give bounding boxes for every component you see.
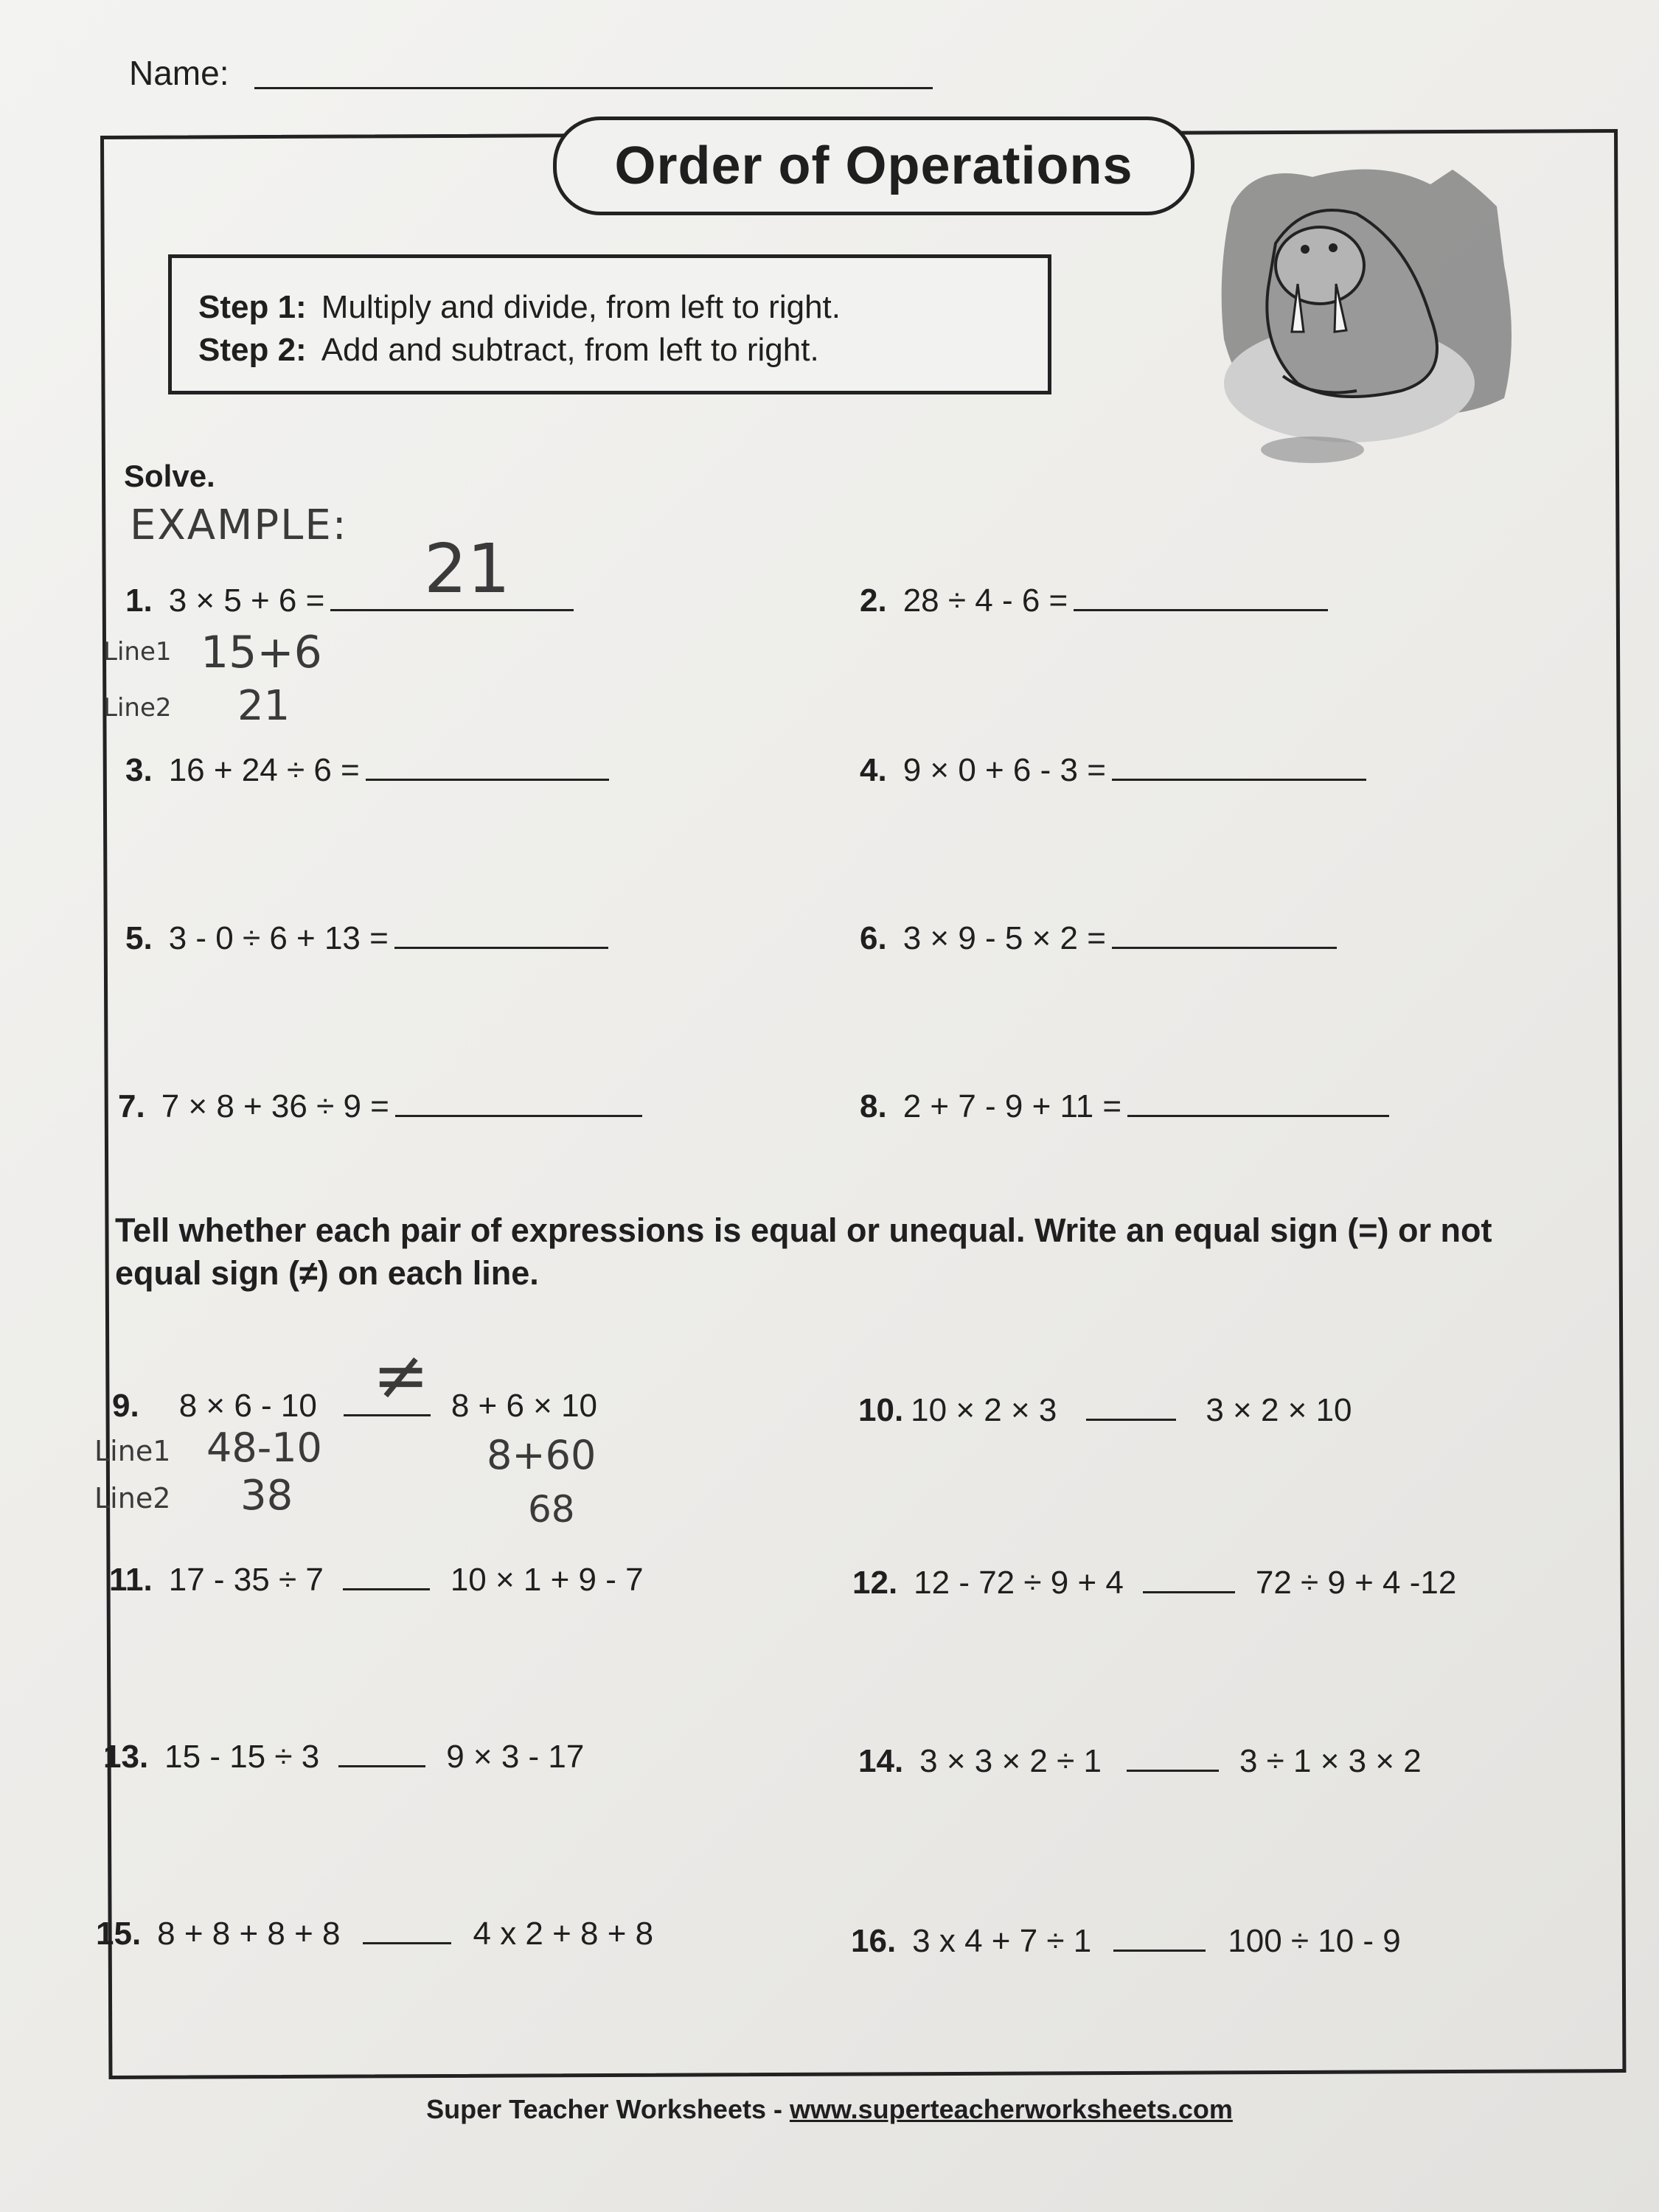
problem-4 — [860, 752, 1366, 789]
problem-number: 4. — [860, 752, 887, 788]
comparison-15 — [96, 1916, 653, 1952]
right-expression: 9 × 3 - 17 — [446, 1739, 585, 1775]
left-expression: 17 - 35 ÷ 7 — [168, 1562, 324, 1598]
comparison-13 — [103, 1739, 584, 1775]
answer-blank[interactable] — [1112, 779, 1366, 781]
handwritten-answer-9: ≠ — [372, 1336, 430, 1415]
problem-expression: 9 × 0 + 6 - 3 = — [902, 752, 1106, 788]
problem-number: 9. — [112, 1388, 139, 1424]
handwritten-example: EXAMPLE: — [130, 501, 348, 549]
problem-3 — [125, 752, 609, 789]
right-expression: 10 × 1 + 9 - 7 — [450, 1562, 644, 1598]
worksheet-title: Order of Operations — [553, 116, 1194, 215]
handwritten-answer-1: 21 — [424, 529, 511, 608]
comparison-12 — [852, 1565, 1456, 1601]
comparison-10 — [858, 1392, 1352, 1429]
problem-expression: 28 ÷ 4 - 6 = — [902, 582, 1068, 619]
problem-number: 16. — [851, 1923, 897, 1959]
work-line-label: Line1 — [103, 637, 172, 667]
footer-brand: Super Teacher Worksheets - — [426, 2094, 790, 2124]
problem-number: 8. — [860, 1088, 887, 1124]
right-expression: 3 × 2 × 10 — [1206, 1392, 1352, 1428]
problem-2 — [860, 582, 1328, 619]
step-1-text: Multiply and divide, from left to right. — [321, 289, 841, 325]
left-expression: 3 × 3 × 2 ÷ 1 — [919, 1743, 1102, 1779]
comparison-blank[interactable] — [1113, 1950, 1206, 1952]
comparison-14 — [858, 1743, 1422, 1780]
handwritten-work: 21 — [237, 682, 291, 730]
comparison-11 — [109, 1562, 644, 1599]
problem-expression: 16 + 24 ÷ 6 = — [168, 752, 360, 788]
problem-number: 6. — [860, 920, 887, 956]
problem-number: 7. — [118, 1088, 145, 1124]
footer — [0, 2094, 1659, 2125]
answer-blank[interactable] — [394, 947, 608, 949]
comparison-blank[interactable] — [363, 1942, 451, 1944]
problem-6 — [860, 920, 1337, 957]
left-expression: 10 × 2 × 3 — [911, 1392, 1057, 1428]
comparison-blank[interactable] — [338, 1765, 425, 1767]
step-2 — [198, 332, 819, 369]
problem-7 — [118, 1088, 642, 1125]
left-expression: 12 - 72 ÷ 9 + 4 — [914, 1565, 1124, 1601]
steps-box — [168, 254, 1051, 394]
comparison-instructions: Tell whether each pair of expressions is equal or unequal. Write an equal sign (=) or not equal sign (≠) on each line. — [115, 1211, 1492, 1292]
answer-blank[interactable] — [1127, 1115, 1389, 1117]
problem-expression: 3 - 0 ÷ 6 + 13 = — [168, 920, 389, 956]
handwritten-work: 48-10 — [206, 1425, 322, 1471]
left-expression: 15 - 15 ÷ 3 — [164, 1739, 320, 1775]
walrus-illustration — [1209, 155, 1526, 479]
problem-number: 15. — [96, 1916, 142, 1952]
problem-expression: 7 × 8 + 36 ÷ 9 = — [161, 1088, 389, 1124]
name-line[interactable] — [254, 87, 933, 89]
work-line-label: Line2 — [94, 1482, 171, 1514]
answer-blank[interactable] — [330, 609, 574, 611]
comparison-9 — [112, 1388, 597, 1425]
name-label: Name: — [129, 54, 229, 92]
work-line-label: Line2 — [103, 693, 172, 723]
problem-expression: 3 × 5 + 6 = — [168, 582, 325, 619]
step-1-label: Step 1: — [198, 289, 307, 325]
footer-url-link[interactable]: www.superteacherworksheets.com — [789, 2094, 1233, 2124]
left-expression: 8 × 6 - 10 — [178, 1388, 317, 1424]
comparison-16 — [851, 1923, 1401, 1960]
handwritten-work: 8+60 — [487, 1432, 597, 1478]
work-line-label: Line1 — [94, 1435, 171, 1467]
right-expression: 72 ÷ 9 + 4 -12 — [1255, 1565, 1457, 1601]
answer-blank[interactable] — [395, 1115, 642, 1117]
right-expression: 100 ÷ 10 - 9 — [1228, 1923, 1401, 1959]
comparison-blank[interactable] — [1086, 1419, 1176, 1421]
problem-number: 2. — [860, 582, 887, 619]
right-expression: 3 ÷ 1 × 3 × 2 — [1239, 1743, 1422, 1779]
problem-number: 10. — [858, 1392, 904, 1428]
step-1 — [198, 289, 841, 326]
problem-number: 1. — [125, 582, 153, 619]
solve-heading: Solve. — [124, 459, 215, 493]
problem-expression: 3 × 9 - 5 × 2 = — [902, 920, 1106, 956]
comparison-blank[interactable] — [343, 1588, 430, 1590]
right-expression: 4 x 2 + 8 + 8 — [473, 1916, 654, 1952]
right-expression: 8 + 6 × 10 — [451, 1388, 598, 1424]
handwritten-work: 38 — [240, 1472, 293, 1520]
step-2-label: Step 2: — [198, 332, 307, 368]
answer-blank[interactable] — [1112, 947, 1337, 949]
problem-number: 14. — [858, 1743, 904, 1779]
answer-blank[interactable] — [366, 779, 609, 781]
problem-number: 13. — [103, 1739, 149, 1775]
problem-8 — [860, 1088, 1389, 1125]
comparison-blank[interactable] — [1127, 1770, 1219, 1772]
problem-expression: 2 + 7 - 9 + 11 = — [902, 1088, 1122, 1124]
problem-number: 3. — [125, 752, 153, 788]
answer-blank[interactable] — [1074, 609, 1328, 611]
step-2-text: Add and subtract, from left to right. — [321, 332, 819, 368]
left-expression: 3 x 4 + 7 ÷ 1 — [912, 1923, 1092, 1959]
comparison-blank[interactable] — [1143, 1591, 1235, 1593]
handwritten-work: 15+6 — [201, 627, 322, 678]
problem-number: 12. — [852, 1565, 898, 1601]
problem-number: 5. — [125, 920, 153, 956]
handwritten-work: 68 — [528, 1488, 575, 1531]
left-expression: 8 + 8 + 8 + 8 — [157, 1916, 341, 1952]
problem-number: 11. — [109, 1562, 153, 1598]
problem-5 — [125, 920, 608, 957]
